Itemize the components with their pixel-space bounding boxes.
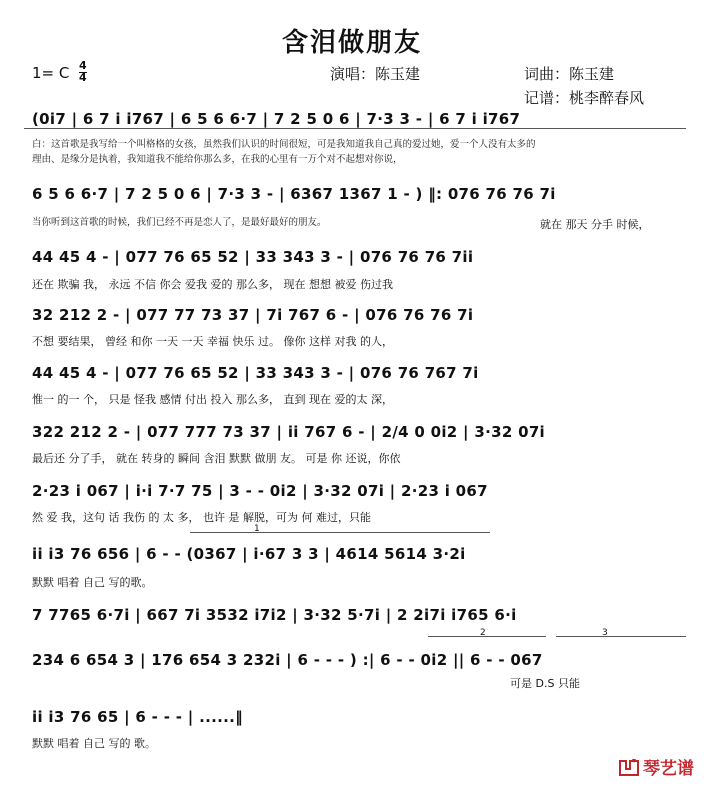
notation-row-4: 32 212 2 - | 077 77 73 37 | 7i 767 6 - | 076 76 76 7i [32, 306, 474, 324]
time-top: 4 [79, 59, 87, 72]
notation-row-1: (0i7 | 6 7 i i767 | 6 5 6 6·7 | 7 2 5 0 6 | 7·3 3 - | 6 7 i i767 [32, 110, 521, 128]
volta-bracket-2 [428, 636, 546, 637]
notation-row-11: ii i3 76 65 | 6 - - - | ......‖ [32, 708, 243, 726]
brand-logo [618, 754, 694, 779]
time-signature [79, 61, 87, 83]
lyrics-row-7: 然 爱 我，这句 话 我伤 的 太 多， 也许 是 解脱，可为 何 难过，只能 [32, 511, 371, 524]
notation-row-5: 44 45 4 - | 077 76 65 52 | 33 343 3 - | 076 76 767 7i [32, 364, 479, 382]
lyrics-row-5: 惟一 的一 个， 只是 怪我 感情 付出 投入 那么多， 直到 现在 爱的太 深， [32, 393, 393, 406]
song-title: 含泪做朋友 [281, 28, 422, 58]
notation-row-7: 2·23 i 067 | i·i 7·7 75 | 3 - - 0i2 | 3·32 07i | 2·23 i 067 [32, 482, 488, 500]
volta-label-3: 3 [602, 628, 608, 638]
lyrics-row-11: 默默 唱着 自己 写的 歌。 [32, 737, 156, 750]
staff-line [24, 128, 686, 129]
volta-label-2: 2 [480, 628, 486, 638]
volta-label-1: 1 [254, 524, 260, 534]
notation-row-2: 6 5 6 6·7 | 7 2 5 0 6 | 7·3 3 - | 6367 1367 1 - ) ‖: 076 76 76 7i [32, 185, 556, 203]
key-signature: 1= C [32, 64, 70, 82]
volta-bracket-3 [556, 636, 686, 637]
brand-name: 琴艺谱 [643, 759, 694, 779]
volta-bracket-1 [190, 532, 490, 533]
singer-credit: 演唱：陈玉建 [330, 65, 421, 83]
transcriber-credit: 记谱：桃李醉春风 [524, 89, 645, 107]
lyrics-row-6: 最后还 分了手， 就在 转身的 瞬间 含泪 默默 做朋 友。 可是 你 还说，你依 [32, 452, 401, 465]
lyrics-row-2: 就在 那天 分手 时候， [540, 218, 650, 231]
lyrics-row-4: 不想 要结果， 曾经 和你 一天 一天 幸福 快乐 过。 像你 这样 对我 的人， [32, 335, 393, 348]
lyricist-composer-credit: 词曲：陈玉建 [524, 65, 615, 83]
spoken-intro-line-3: 当你听到这首歌的时候，我们已经不再是恋人了，是最好最好的朋友。 [32, 217, 327, 228]
lyrics-row-3: 还在 欺骗 我， 永远 不信 你会 爱我 爱的 那么多， 现在 想想 被爱 伤过我 [32, 278, 393, 291]
notation-row-6: 322 212 2 - | 077 777 73 37 | ii 767 6 - | 2/4 0 0i2 | 3·32 07i [32, 423, 545, 441]
piano-key-icon [618, 757, 640, 777]
notation-row-8: ii i3 76 656 | 6 - - (0367 | i·67 3 3 | 4614 5614 3·2i [32, 545, 466, 563]
time-bottom: 4 [79, 71, 87, 84]
lyrics-row-8: 默默 唱着 自己 写的歌。 [32, 576, 153, 589]
spoken-intro-line-2: 理由、是缘分是执着，我知道我不能给你那么多，在我的心里有一万个对不起想对你说， [32, 154, 403, 165]
spoken-intro-line-1: 白：这首歌是我写给一个叫格格的女孩，虽然我们认识的时间很短，可是我知道我自己真的爱过她，爱一个人没有太多的 [32, 139, 536, 150]
notation-row-3: 44 45 4 - | 077 76 65 52 | 33 343 3 - | 076 76 76 7ii [32, 248, 474, 266]
notation-row-9: 7 7765 6·7i | 667 7i 3532 i7i2 | 3·32 5·7i | 2 2i7i i765 6·i [32, 606, 517, 624]
lyrics-row-10: 可是 D.S 只能 [510, 677, 580, 690]
notation-row-10: 234 6 654 3 | 176 654 3 232i | 6 - - - ) :| 6 - - 0i2 || 6 - - 067 [32, 651, 543, 669]
